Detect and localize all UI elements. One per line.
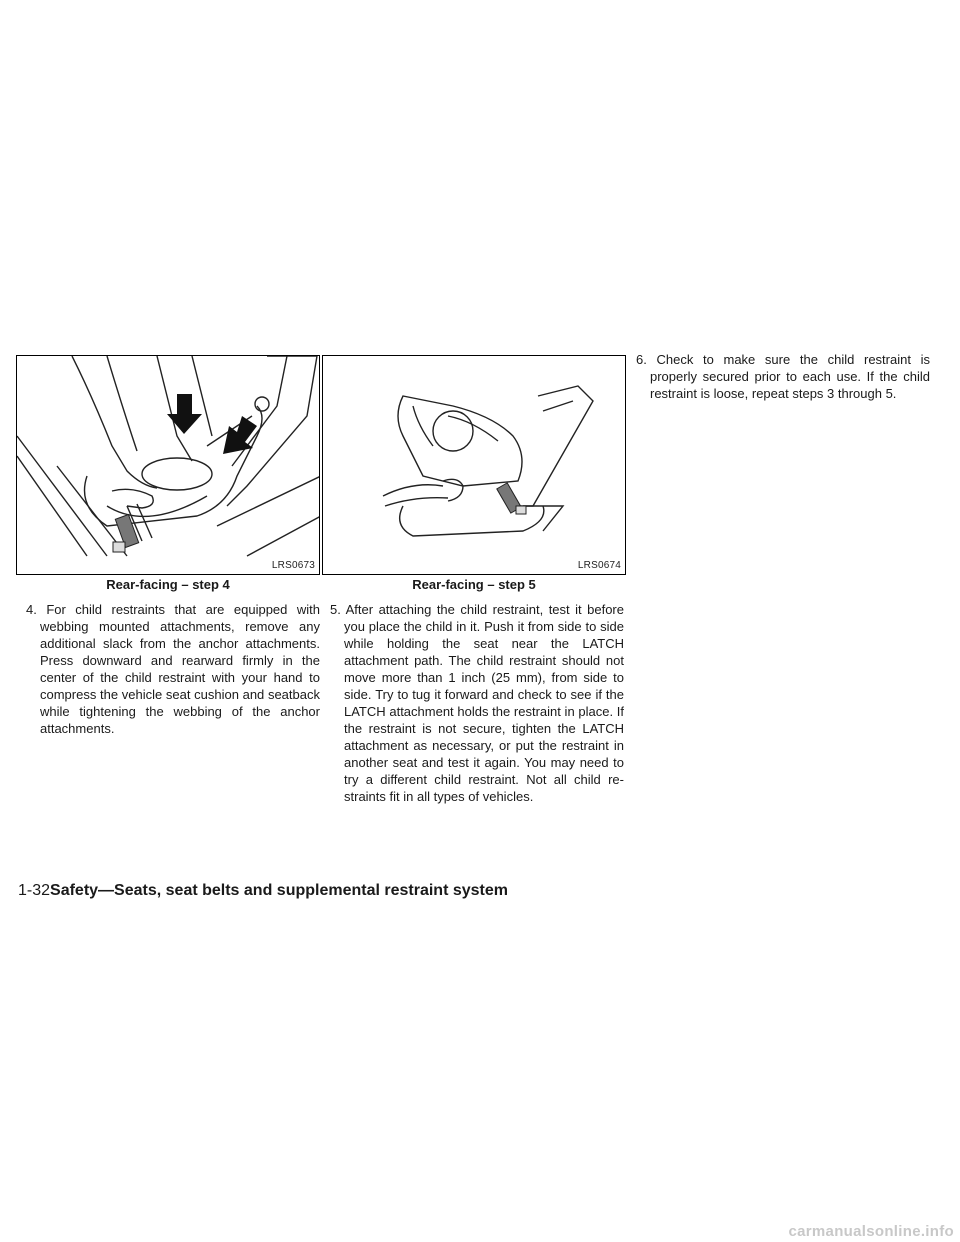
figure-rear-facing-step-4 [16, 355, 320, 575]
rear-facing-step-4-illustration [17, 356, 320, 575]
figure-caption: Rear-facing – step 4 [106, 577, 230, 592]
figure-code: LRS0674 [577, 560, 621, 571]
step-6-text: 6. Check to make sure the child restraint is properly secured prior to each use. If the child restraint is loose, repeat steps 3 through 5. [636, 352, 930, 401]
step-4-text: 4. For child restraints that are equipped with webbing mounted attachments, remove any additional slack from the anchor attachments. Press downward and rearward firmly in the center of the child restraint with your hand to compress the vehicle seat cushion and seatback while tightening the webbing of the anchor attachments. [26, 602, 320, 736]
section-title: Safety—Seats, seat belts and supplemental restraint system [50, 882, 508, 899]
figure-rear-facing-step-5 [322, 355, 626, 575]
step-5-text: 5. After attaching the child restraint, test it before you place the child in it. Push it from side to side while holding the seat near the LATCH attachment path. The child restraint should not move more than 1 inch (25 mm), from side to side. Try to tug it forward and check to see if the LATCH attachment holds the restraint in place. If the restraint is not secure, tighten the LATCH attachment as necessary, or put the restraint in another seat and test it again. You may need to try a different child restraint. Not all child restraints fit in all types of vehicles. [330, 602, 624, 804]
figure-caption: Rear-facing – step 5 [412, 577, 536, 592]
rear-facing-step-5-illustration [323, 356, 626, 575]
page-footer [18, 882, 508, 900]
watermark: carmanualsonline.info [788, 1223, 954, 1240]
page-number: 1-32 [18, 882, 51, 899]
figure-code: LRS0673 [271, 560, 315, 571]
